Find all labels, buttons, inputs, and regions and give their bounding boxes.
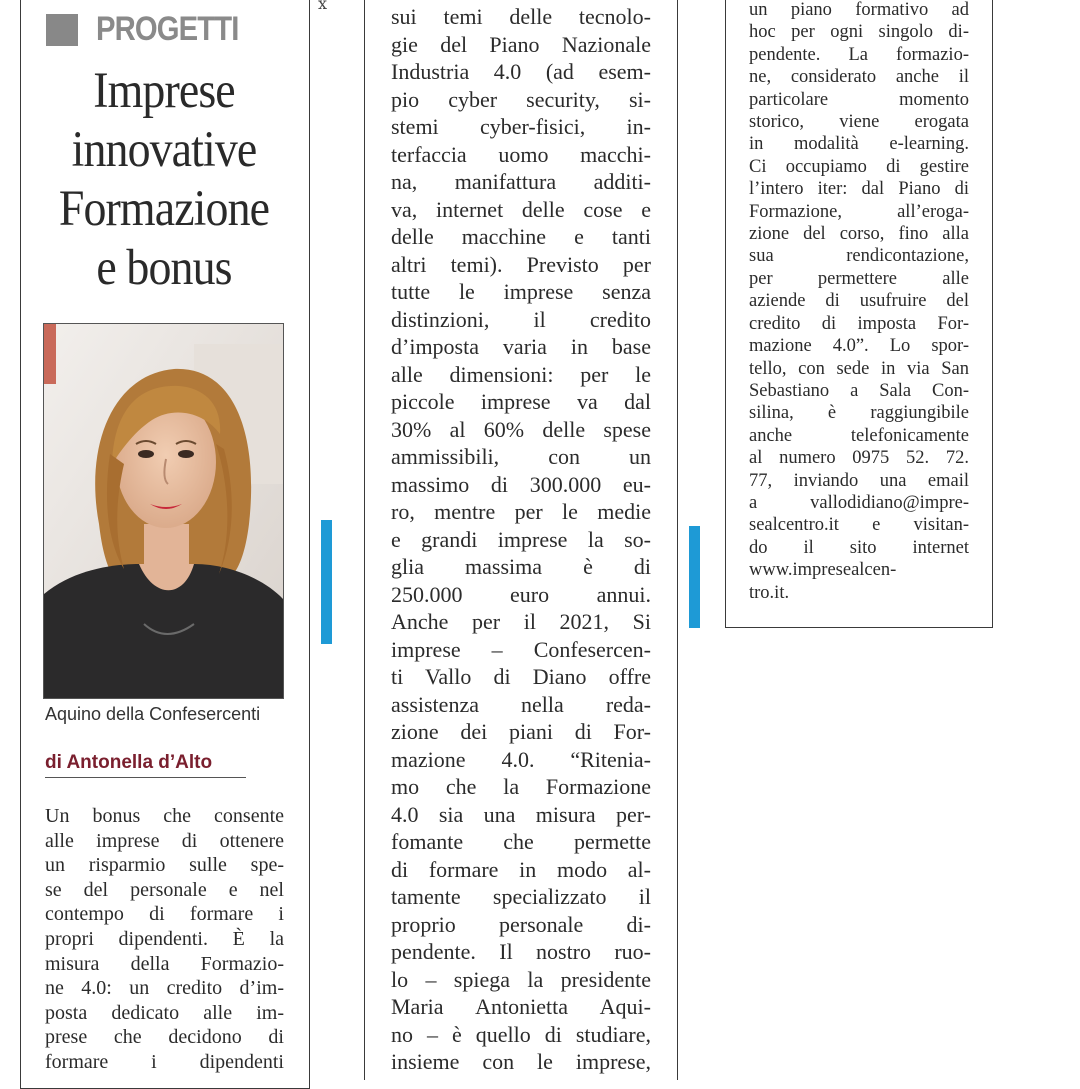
text-line: fomante che permette <box>391 829 651 854</box>
text-line: d’imposta varia in base <box>391 334 651 359</box>
text-line: Anche per il 2021, Si <box>391 609 651 634</box>
text-line: do il sito internet <box>749 537 969 558</box>
text-line: pio cyber security, si- <box>391 86 651 112</box>
text-line: Ci occupiamo di gestire <box>749 156 969 177</box>
text-line: Sebastiano a Sala Con- <box>749 380 969 401</box>
text-line: va, internet delle cose e <box>391 196 651 222</box>
text-line: hoc per ogni singolo di- <box>749 22 969 43</box>
text-line: se del personale e nel <box>45 878 284 901</box>
text-line: tro.it. <box>749 582 790 603</box>
text-line: sua rendicontazione, <box>749 246 969 267</box>
text-line: massimo di 300.000 eu- <box>391 471 651 497</box>
accent-bar <box>321 520 332 644</box>
text-line: stemi cyber-fisici, in- <box>391 114 651 139</box>
text-line: alle imprese di ottenere <box>45 829 284 852</box>
text-line: assistenza nella reda- <box>391 691 651 717</box>
text-line: lo – spiega la presidente <box>391 966 651 992</box>
text-line: silina, è raggiungibile <box>749 403 969 424</box>
text-line: altri temi). Previsto per <box>391 251 651 277</box>
text-line: credito di imposta For- <box>749 313 969 334</box>
text-line: alle dimensioni: per le <box>391 361 651 387</box>
text-line: 4.0 sia una misura per- <box>391 801 651 827</box>
portrait-photo <box>43 323 284 699</box>
text-line: ro, mentre per le medie <box>391 499 651 524</box>
text-line: piccole imprese va dal <box>391 389 651 414</box>
text-line: propri dipendenti. È la <box>45 927 284 950</box>
headline-line: Formazione <box>58 181 270 237</box>
text-line: al numero 0975 52. 72. <box>749 448 969 469</box>
text-line: Formazione, all’eroga- <box>749 201 969 222</box>
text-line: gie del Piano Nazionale <box>391 31 651 57</box>
headline <box>22 62 306 298</box>
text-line: formare i dipendenti <box>45 1050 284 1073</box>
text-line: delle macchine e tanti <box>391 224 651 249</box>
text-line: aziende di usufruire del <box>749 291 969 312</box>
text-line: 77, inviando una email <box>749 470 969 491</box>
text-line: Maria Antonietta Aqui- <box>391 994 651 1019</box>
portrait-illustration <box>44 324 283 698</box>
text-line: insieme con le imprese, <box>391 1049 651 1074</box>
text-line: tutte le imprese senza <box>391 279 651 304</box>
text-line: pendente. La formazio- <box>749 44 969 65</box>
text-line: contempo di formare i <box>45 903 284 926</box>
text-line: storico, viene erogata <box>749 112 969 133</box>
text-line: www.impresealcen- <box>749 560 897 581</box>
headline-line: innovative <box>71 122 257 178</box>
headline-line: e bonus <box>96 240 232 296</box>
byline: di Antonella d’Alto <box>45 752 246 778</box>
text-line: proprio personale di- <box>391 911 651 937</box>
text-line: Un bonus che consente <box>45 805 284 827</box>
article-column-3 <box>749 0 969 604</box>
text-line: un piano formativo ad <box>749 0 969 20</box>
text-line: glia massima è di <box>391 554 651 579</box>
text-line: distinzioni, il credito <box>391 306 651 332</box>
article-column-1 <box>45 804 284 1075</box>
text-line: ne 4.0: un credito d’im- <box>45 977 284 1000</box>
column-rule <box>364 0 365 1080</box>
text-line: zione dei piani di For- <box>391 719 651 744</box>
text-line: mazione 4.0”. Lo spor- <box>749 336 969 357</box>
text-line: tello, con sede in via San <box>749 358 969 379</box>
section-label: PROGETTI <box>96 10 239 48</box>
headline-line: Imprese <box>93 63 235 119</box>
text-line: anche telefonicamente <box>749 425 969 446</box>
photo-caption: Aquino della Confesercenti <box>45 704 261 724</box>
text-line: pendente. Il nostro ruo- <box>391 939 651 964</box>
text-line: 30% al 60% delle spese <box>391 416 651 442</box>
text-line: particolare momento <box>749 89 969 110</box>
text-line: zione del corso, fino alla <box>749 224 969 245</box>
text-line: sealcentro.it e visitan- <box>749 515 969 536</box>
text-line: Industria 4.0 (ad esem- <box>391 59 651 84</box>
text-line: no – è quello di studiare, <box>391 1021 651 1047</box>
corner-mark: x <box>318 0 328 13</box>
text-line: in modalità e-learning. <box>749 134 969 155</box>
accent-bar <box>689 526 700 628</box>
text-line: na, manifattura additi- <box>391 169 651 194</box>
text-line: sui temi delle tecnolo- <box>391 4 651 29</box>
text-line: prese che decidono di <box>45 1026 284 1049</box>
text-line: misura della Formazio- <box>45 952 284 975</box>
text-line: l’intero iter: dal Piano di <box>749 179 969 200</box>
text-line: ne, considerato anche il <box>749 67 969 88</box>
text-line: mazione 4.0. “Ritenia- <box>391 746 651 772</box>
text-line: imprese – Confesercen- <box>391 636 651 662</box>
section-marker-icon <box>46 14 78 46</box>
text-line: per permettere alle <box>749 268 969 289</box>
text-line: terfaccia uomo macchi- <box>391 141 651 167</box>
text-line: di formare in modo al- <box>391 856 651 882</box>
text-line: e grandi imprese la so- <box>391 526 651 552</box>
text-line: a vallodidiano@impre- <box>749 492 969 513</box>
text-line: ti Vallo di Diano offre <box>391 664 651 689</box>
text-line: posta dedicato alle im- <box>45 1001 284 1024</box>
text-line: ammissibili, con un <box>391 444 651 469</box>
text-line: un risparmio sulle spe- <box>45 854 284 877</box>
text-line: mo che la Formazione <box>391 774 651 799</box>
article-column-2 <box>391 3 651 1076</box>
column-rule <box>677 0 678 1080</box>
text-line: 250.000 euro annui. <box>391 581 651 607</box>
text-line: tamente specializzato il <box>391 884 651 909</box>
